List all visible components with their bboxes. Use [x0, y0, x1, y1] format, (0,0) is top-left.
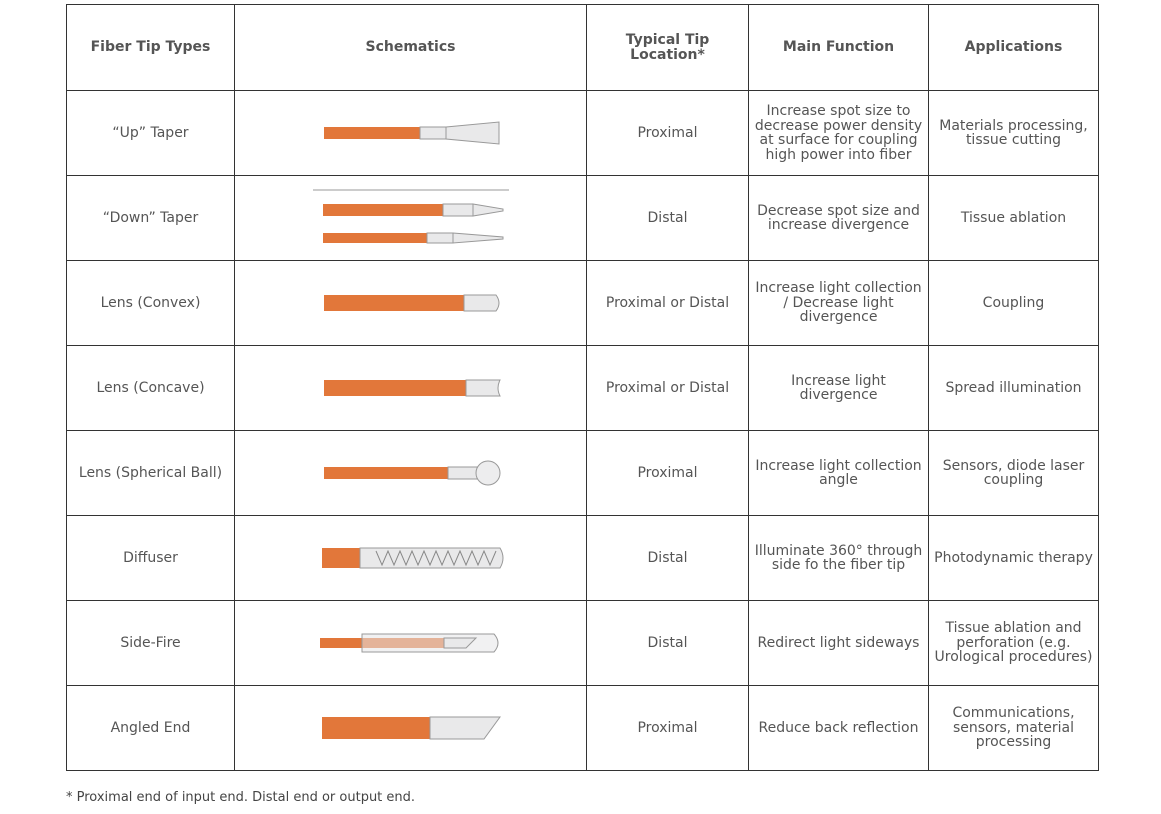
function-cell: Increase spot size to decrease power density at surface for coupling high power into fiber: [749, 91, 929, 176]
down-taper-schematic: [311, 188, 511, 248]
applications-cell: Spread illumination: [929, 346, 1099, 431]
applications-cell: Tissue ablation and perforation (e.g. Urological procedures): [929, 601, 1099, 686]
schematic-cell: [235, 91, 587, 176]
footnote: * Proximal end of input end. Distal end or output end.: [66, 790, 416, 805]
applications-cell: Materials processing, tissue cutting: [929, 91, 1099, 176]
function-cell: Illuminate 360° through side fo the fiber tip: [749, 516, 929, 601]
location-cell: Proximal or Distal: [587, 346, 749, 431]
function-cell: Redirect light sideways: [749, 601, 929, 686]
tip-type-cell: “Up” Taper: [67, 91, 235, 176]
applications-cell: Sensors, diode laser coupling: [929, 431, 1099, 516]
table-row: [67, 176, 1099, 261]
table-row: [67, 516, 1099, 601]
convex-lens-schematic: [316, 288, 506, 318]
tip-type-cell: Side-Fire: [67, 601, 235, 686]
fiber-tip-table: [66, 4, 1099, 771]
table-row: [67, 91, 1099, 176]
applications-cell: Coupling: [929, 261, 1099, 346]
applications-cell: Tissue ablation: [929, 176, 1099, 261]
schematic-cell: [235, 261, 587, 346]
tip-type-cell: Lens (Concave): [67, 346, 235, 431]
header-schematics: Schematics: [235, 5, 587, 91]
tip-type-cell: Angled End: [67, 686, 235, 771]
location-cell: Proximal: [587, 686, 749, 771]
location-cell: Distal: [587, 601, 749, 686]
function-cell: Increase light divergence: [749, 346, 929, 431]
header-applications: Applications: [929, 5, 1099, 91]
location-cell: Distal: [587, 176, 749, 261]
tip-type-cell: Diffuser: [67, 516, 235, 601]
schematic-cell: [235, 346, 587, 431]
header-fiber-tip-types: Fiber Tip Types: [67, 5, 235, 91]
location-cell: Proximal: [587, 431, 749, 516]
function-cell: Increase light collection / Decrease light divergence: [749, 261, 929, 346]
header-main-function: Main Function: [749, 5, 929, 91]
table-row: [67, 686, 1099, 771]
ball-lens-schematic: [316, 456, 506, 490]
table-row: [67, 431, 1099, 516]
header-row: [67, 5, 1099, 91]
schematic-cell: [235, 431, 587, 516]
schematic-cell: [235, 516, 587, 601]
location-cell: Distal: [587, 516, 749, 601]
side-fire-schematic: [316, 628, 506, 658]
tip-type-cell: Lens (Convex): [67, 261, 235, 346]
location-cell: Proximal: [587, 91, 749, 176]
concave-lens-schematic: [316, 373, 506, 403]
schematic-cell: [235, 176, 587, 261]
table-row: [67, 261, 1099, 346]
function-cell: Reduce back reflection: [749, 686, 929, 771]
applications-cell: Photodynamic therapy: [929, 516, 1099, 601]
tip-type-cell: Lens (Spherical Ball): [67, 431, 235, 516]
header-typical-tip-location: Typical Tip Location*: [587, 5, 749, 91]
location-cell: Proximal or Distal: [587, 261, 749, 346]
angled-end-schematic: [316, 713, 506, 743]
applications-cell: Communications, sensors, material processing: [929, 686, 1099, 771]
schematic-cell: [235, 601, 587, 686]
up-taper-schematic: [316, 118, 506, 148]
table-row: [67, 601, 1099, 686]
diffuser-schematic: [316, 543, 506, 573]
function-cell: Increase light collection angle: [749, 431, 929, 516]
schematic-cell: [235, 686, 587, 771]
tip-type-cell: “Down” Taper: [67, 176, 235, 261]
function-cell: Decrease spot size and increase divergence: [749, 176, 929, 261]
table-row: [67, 346, 1099, 431]
